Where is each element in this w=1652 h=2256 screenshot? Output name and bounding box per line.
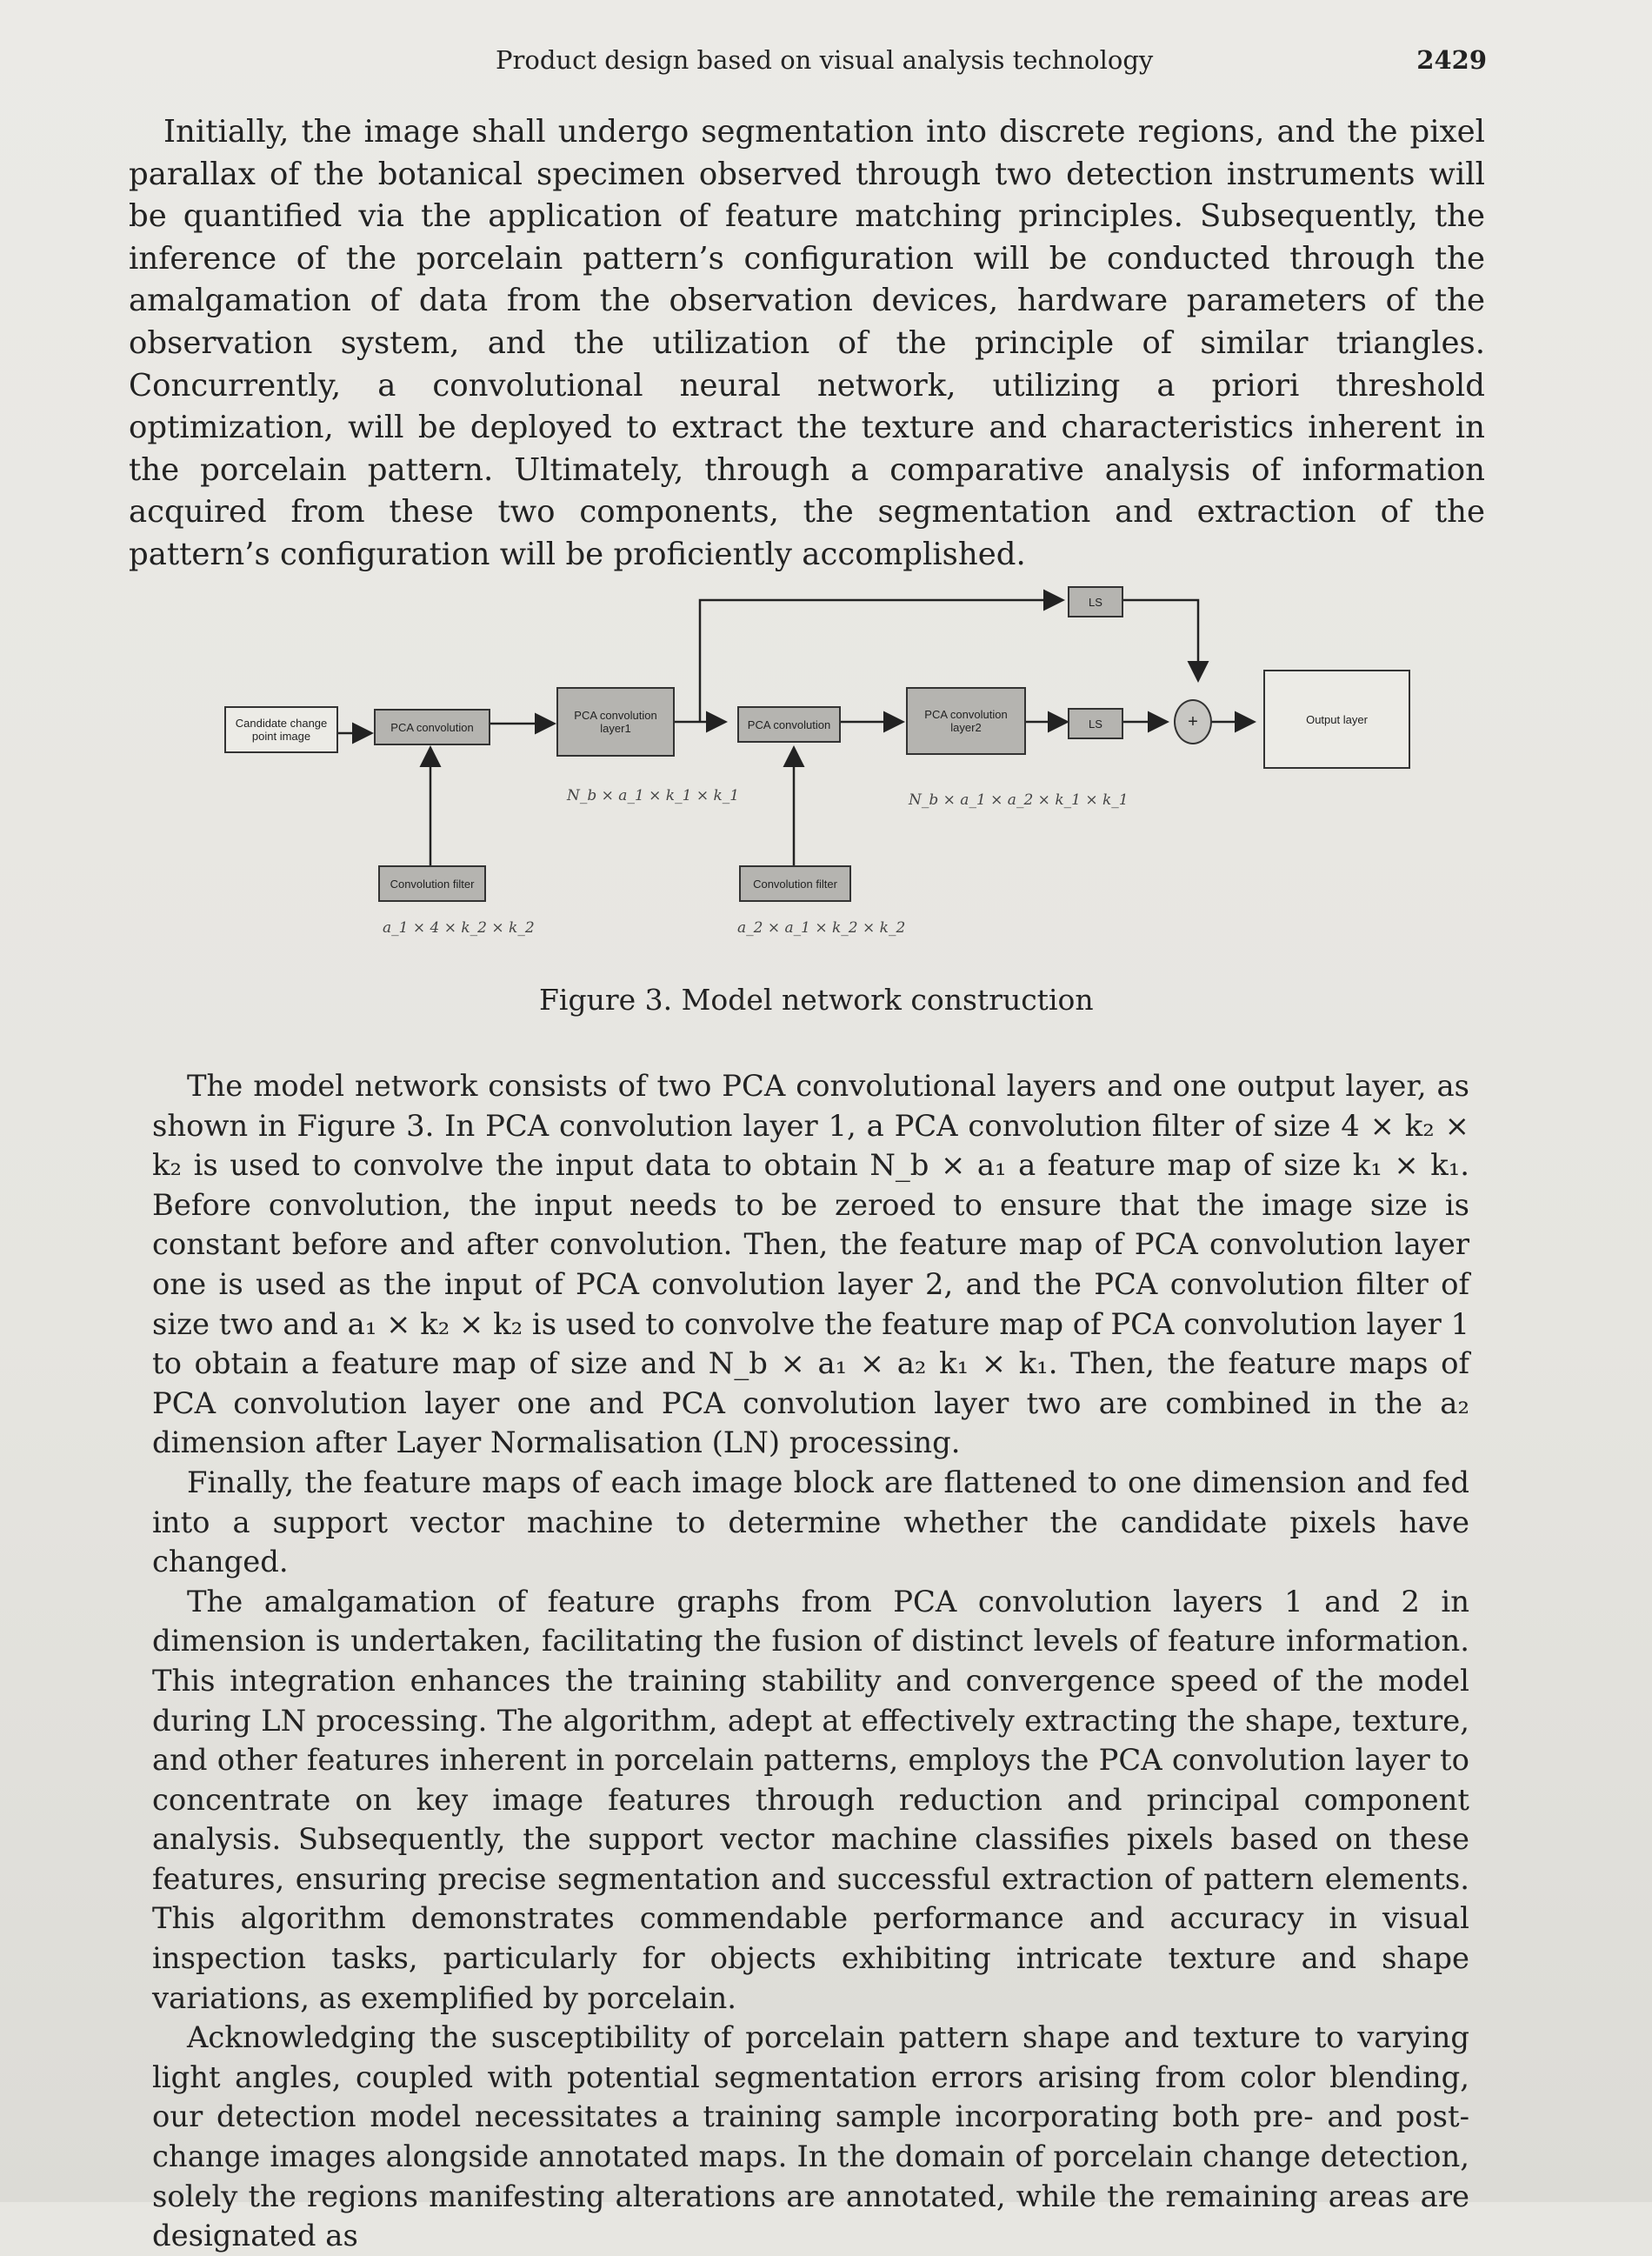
page-number: 2429 xyxy=(1416,45,1487,75)
pca-layer2-box: PCA convolution layer2 xyxy=(906,687,1026,755)
paragraph-amalgamation: The amalgamation of feature graphs from PCA convolution layers 1 and 2 in dimension is undertaken, facilitating the fusion of distinct levels of feature information. This integration enhances the training stability and convergence speed of the model during LN processing. The algorithm, adept at effectively extracting the shape, texture, and other features inherent in porcelain patterns, employs the PCA convolution layer to concentrate on key image features through reduction and principal component analysis. Subsequently, the support vector machine classifies pixels based on these features, ensuring precise segmentation and successful extraction of pattern elements. This algorithm demonstrates commendable performance and accuracy in visual inspection tasks, particularly for objects exhibiting intricate texture and shape variations, as exemplified by porcelain. xyxy=(152,1584,1469,2015)
filter1-dimension: a_1 × 4 × k_2 × k_2 xyxy=(383,919,535,937)
filter2-dimension: a_2 × a_1 × k_2 × k_2 xyxy=(737,919,906,937)
pca-layer1-box: PCA convolution layer1 xyxy=(556,687,675,757)
sum-node: + xyxy=(1174,699,1212,744)
figure-caption: Figure 3. Model network construction xyxy=(539,983,1094,1017)
pca-convolution-box-1: PCA convolution xyxy=(374,709,490,745)
body-text xyxy=(152,1066,1469,2256)
input-image-box: Candidate change point image xyxy=(224,706,338,753)
running-title: Product design based on visual analysis technology xyxy=(496,45,1154,75)
layer1-dimension: N_b × a_1 × k_1 × k_1 xyxy=(567,787,740,804)
convolution-filter-box-2: Convolution filter xyxy=(739,865,851,902)
figure-model-network xyxy=(217,574,1409,983)
running-header xyxy=(130,45,1487,80)
convolution-filter-box-1: Convolution filter xyxy=(378,865,486,902)
layer2-dimension: N_b × a_1 × a_2 × k_1 × k_1 xyxy=(909,791,1129,809)
ls-box-top: LS xyxy=(1068,586,1123,617)
paragraph-svm: Finally, the feature maps of each image block are flattened to one dimension and fed into a support vector machine to determine whether the candidate pixels have changed. xyxy=(152,1465,1469,1579)
paragraph-training-sample: Acknowledging the susceptibility of porcelain pattern shape and texture to varying light angles, coupled with potential segmentation errors arising from color blending, our detection model necessitates a training sample incorporating both pre- and post-change images alongside annotated maps. In the domain of porcelain change detection, solely the regions manifesting alterations are annotated, while the remaining areas are designated as xyxy=(152,2020,1469,2253)
arrow-ls-top-to-sum xyxy=(1122,600,1198,678)
paragraph-model-description: The model network consists of two PCA convolutional layers and one output layer, as shown in Figure 3. In PCA convolution layer 1, a PCA convolution filter of size 4 × k₂ × k₂ is used to convolve the input data to obtain N_b × a₁ a feature map of size k₁ × k₁. Before convolution, the input needs to be zeroed to ensure that the image size is constant before and after convolution. Then, the feature map of PCA convolution layer one is used as the input of PCA convolution layer 2, and the PCA convolution filter of size two and a₁ × k₂ × k₂ is used to convolve the feature map of PCA convolution layer 1 to obtain a feature map of size and N_b × a₁ × a₂ k₁ × k₁. Then, the feature maps of PCA convolution layer one and PCA convolution layer two are combined in the a₂ dimension after Layer Normalisation (LN) processing. xyxy=(152,1069,1469,1460)
pca-convolution-box-2: PCA convolution xyxy=(737,706,841,743)
ls-box-middle: LS xyxy=(1068,708,1123,739)
output-layer-box: Output layer xyxy=(1263,670,1410,769)
intro-paragraph: Initially, the image shall undergo segmentation into discrete regions, and the pixel parallax of the botanical specimen observed through two detection instruments will be quantified via the application of feature matching principles. Subsequently, the inference of the porcelain pattern’s configuration will be conducted through the amalgamation of data from the observation devices, hardware parameters of the observation system, and the utilization of the principle of similar triangles. Concurrently, a convolutional neural network, utilizing a priori threshold optimization, will be deployed to extract the texture and characteristics inherent in the porcelain pattern. Ultimately, through a comparative analysis of information acquired from these two components, the segmentation and extraction of the pattern’s configuration will be proficiently accomplished. xyxy=(129,114,1485,572)
